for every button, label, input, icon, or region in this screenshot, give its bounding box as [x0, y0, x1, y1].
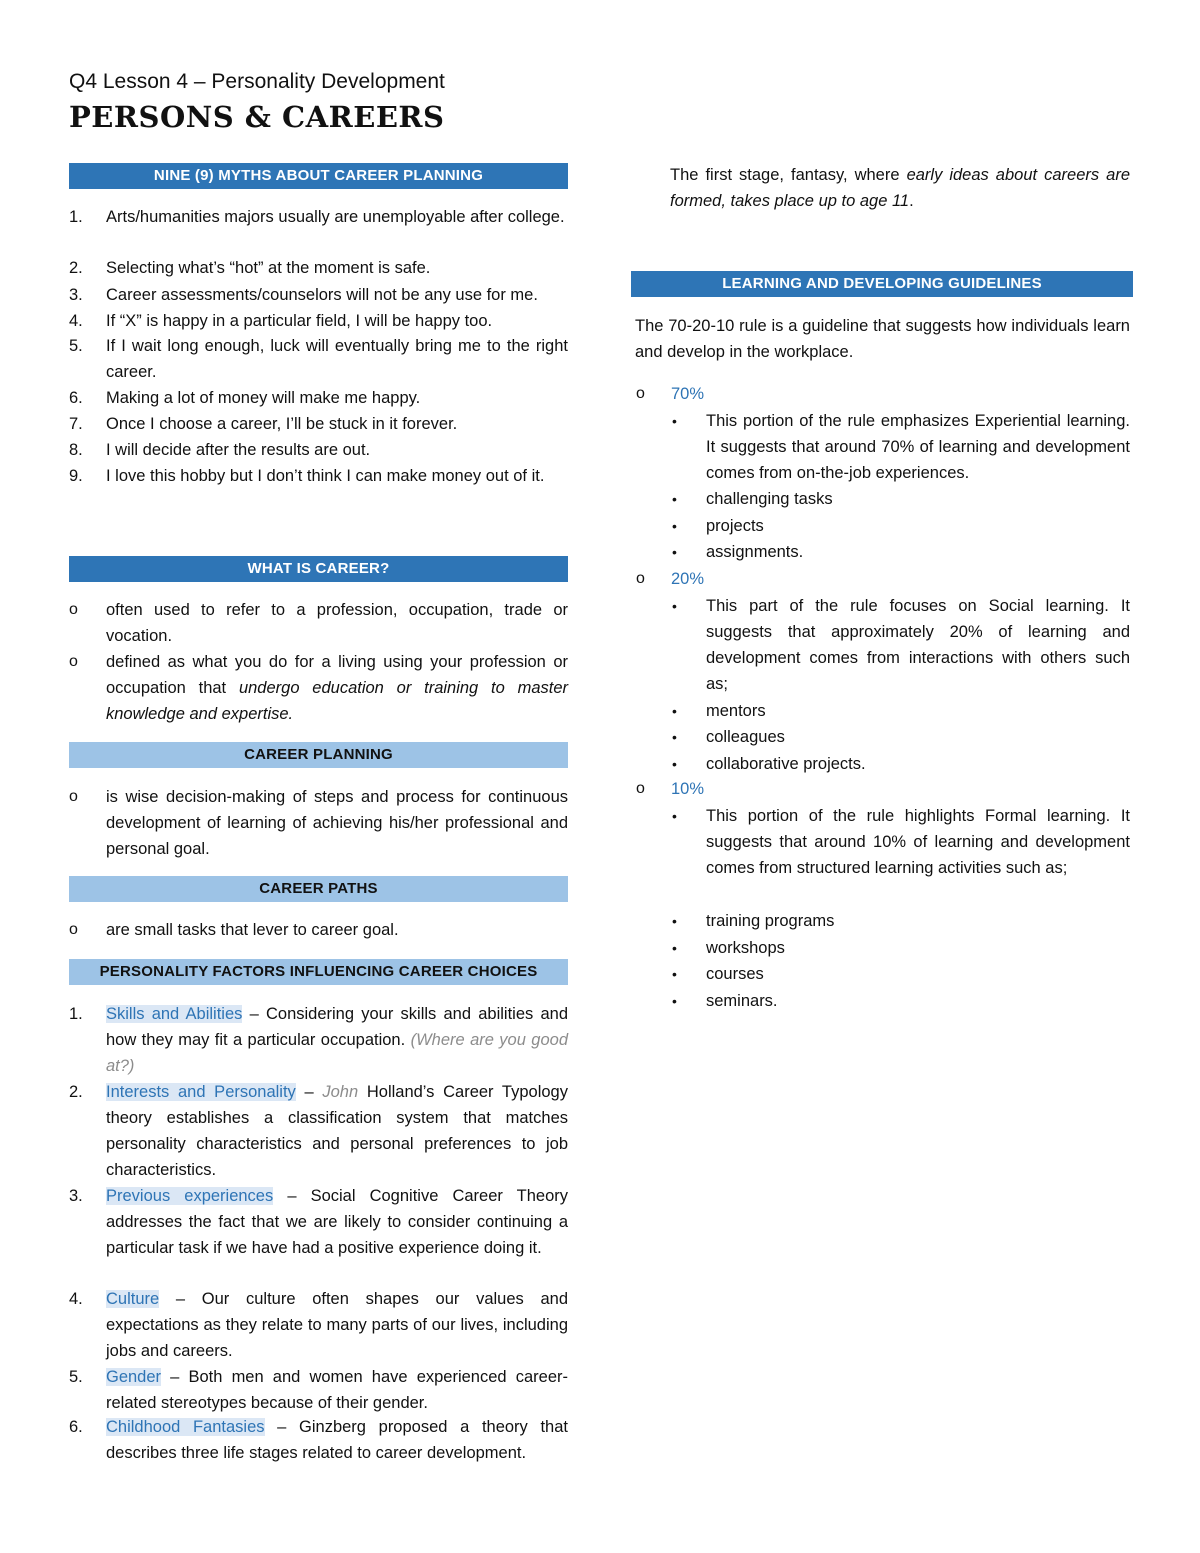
- list-item: [672, 988, 1130, 1014]
- item-text: Making a lot of money will make me happy.: [106, 389, 421, 407]
- item-text: Career assessments/counselors will not be any use for me.: [106, 286, 538, 304]
- factor-term: Previous experiences: [106, 1187, 274, 1205]
- text-plain: – Ginzberg proposed a theory that describes three life stages related to career development.: [106, 1418, 568, 1462]
- item-text: are small tasks that lever to career goal.: [106, 921, 399, 939]
- item-number: 2.: [69, 259, 83, 277]
- percent-label: 10%: [671, 780, 705, 798]
- item-number: 9.: [69, 467, 83, 485]
- list-item: [69, 282, 568, 308]
- item-text: This portion of the rule emphasizes Experiential learning. It suggests that around 70% of learning and development comes from on-the-job experiences.: [706, 412, 1130, 482]
- text-plain: –: [295, 1083, 323, 1101]
- bullet-marker: •: [672, 940, 677, 956]
- text-plain: Holland’s Career Typology theory establishes a classification system that matches personality characteristics and personal preferences to job characteristics.: [106, 1083, 568, 1179]
- page-title: PERSONS & CAREERS: [69, 100, 445, 134]
- list-item: [672, 698, 1130, 724]
- text-plain: .: [909, 192, 914, 210]
- item-text: mentors: [706, 702, 766, 720]
- item-text: This portion of the rule highlights Formal learning. It suggests that around 10% of learning and development comes from structured learning activities such as;: [706, 807, 1130, 877]
- list-item: [672, 961, 1130, 987]
- item-text: Selecting what’s “hot” at the moment is safe.: [106, 259, 431, 277]
- item-text: collaborative projects.: [706, 755, 866, 773]
- item-number: 4.: [69, 1290, 83, 1308]
- bullet-marker: •: [672, 703, 677, 719]
- item-number: 4.: [69, 312, 83, 330]
- text-plain: – Considering your skills and abilities and how they may fit a particular occupation.: [106, 1005, 568, 1049]
- item-text: often used to refer to a profession, occupation, trade or vocation.: [106, 601, 568, 645]
- item-text: [106, 1183, 568, 1261]
- fantasy-paragraph: [670, 162, 1130, 214]
- list-item: [69, 1079, 568, 1183]
- item-text: is wise decision-making of steps and process for continuous development of learning of achieving his/her professional and personal goal.: [106, 788, 568, 858]
- bullet-marker: •: [672, 913, 677, 929]
- factors-heading: PERSONALITY FACTORS INFLUENCING CAREER CHOICES: [69, 959, 568, 985]
- text-italic: undergo education or training to master knowledge and expertise.: [106, 679, 569, 723]
- item-text: This part of the rule focuses on Social learning. It suggests that approximately 20% of learning and development comes from interactions with others such as;: [706, 597, 1130, 693]
- text-plain: – Our culture often shapes our values and expectations as they relate to many parts of our lives, including jobs and careers.: [106, 1290, 568, 1360]
- item-text: If “X” is happy in a particular field, I will be happy too.: [106, 312, 493, 330]
- bullet-marker: •: [672, 491, 677, 507]
- item-text: Once I choose a career, I’ll be stuck in it forever.: [106, 415, 458, 433]
- text-plain: – Both men and women have experienced career-related stereotypes because of their gender.: [106, 1368, 568, 1412]
- item-number: 5.: [69, 337, 83, 355]
- guidelines-intro: The 70-20-10 rule is a guideline that suggests how individuals learn and develop in the workplace.: [635, 317, 1130, 361]
- item-text: workshops: [706, 939, 785, 957]
- factor-term: Childhood Fantasies: [106, 1418, 265, 1436]
- list-item: [69, 308, 568, 334]
- item-number: 5.: [69, 1368, 83, 1386]
- list-item: [69, 784, 568, 862]
- bullet-marker: o: [636, 780, 645, 797]
- bullet-marker: •: [672, 756, 677, 772]
- item-text: [106, 1001, 568, 1079]
- list-item: [672, 935, 1130, 961]
- myths-heading: NINE (9) MYTHS ABOUT CAREER PLANNING: [69, 163, 568, 189]
- list-item: [69, 1183, 568, 1261]
- bullet-marker: •: [672, 598, 677, 614]
- factor-term: Gender: [106, 1368, 162, 1386]
- paths-heading: CAREER PATHS: [69, 876, 568, 902]
- item-number: 6.: [69, 1418, 83, 1436]
- factor-term: Skills and Abilities: [106, 1005, 243, 1023]
- list-item: [672, 486, 1130, 512]
- list-item: [636, 566, 1130, 592]
- list-item: [69, 1364, 568, 1416]
- item-number: 6.: [69, 389, 83, 407]
- bullet-marker: •: [672, 729, 677, 745]
- bullet-marker: •: [672, 966, 677, 982]
- list-item: [636, 776, 1130, 802]
- item-number: 2.: [69, 1083, 83, 1101]
- list-item: [69, 917, 568, 943]
- item-number: 3.: [69, 286, 83, 304]
- bullet-marker: o: [636, 570, 645, 587]
- percent-label: 20%: [671, 570, 705, 588]
- list-item: [69, 333, 568, 385]
- item-text: [106, 1414, 568, 1466]
- text-note: (Where are you good at?): [106, 1031, 568, 1075]
- item-number: 7.: [69, 415, 83, 433]
- item-text: [106, 1286, 568, 1364]
- item-text: training programs: [706, 912, 835, 930]
- list-item: [69, 649, 568, 727]
- bullet-marker: o: [636, 385, 645, 402]
- text-plain: The first stage, fantasy, where: [670, 166, 907, 184]
- list-item: [69, 204, 568, 230]
- percent-label: 70%: [671, 385, 705, 403]
- text-plain: – Social Cognitive Career Theory addresses the fact that we are likely to consider continuing a particular task if we have had a positive experience doing it.: [106, 1187, 568, 1257]
- career-heading: WHAT IS CAREER?: [69, 556, 568, 582]
- item-text: [106, 1364, 568, 1416]
- item-number: 1.: [69, 1005, 83, 1023]
- list-item: [69, 1414, 568, 1466]
- text-name: John: [322, 1083, 359, 1101]
- bullet-marker: •: [672, 518, 677, 534]
- factor-term: Culture: [106, 1290, 160, 1308]
- item-text: challenging tasks: [706, 490, 833, 508]
- item-text: If I wait long enough, luck will eventually bring me to the right career.: [106, 337, 568, 381]
- bullet-marker: o: [69, 601, 78, 618]
- lesson-subtitle: Q4 Lesson 4 – Personality Development: [69, 70, 445, 93]
- item-text: I will decide after the results are out.: [106, 441, 371, 459]
- list-item: [672, 803, 1130, 881]
- list-item: [672, 908, 1130, 934]
- item-number: 1.: [69, 208, 83, 226]
- text-plain: defined as what you do for a living using your profession or occupation that: [106, 653, 568, 697]
- text-italic: early ideas about careers are formed, takes place up to age 11: [670, 166, 1131, 210]
- bullet-marker: •: [672, 544, 677, 560]
- item-number: 8.: [69, 441, 83, 459]
- list-item: [69, 437, 568, 463]
- bullet-marker: o: [69, 653, 78, 670]
- bullet-marker: •: [672, 993, 677, 1009]
- item-text: I love this hobby but I don’t think I can make money out of it.: [106, 467, 545, 485]
- list-item: [672, 724, 1130, 750]
- item-text: courses: [706, 965, 764, 983]
- item-text: colleagues: [706, 728, 785, 746]
- bullet-marker: •: [672, 808, 677, 824]
- bullet-marker: o: [69, 788, 78, 805]
- guidelines-heading: LEARNING AND DEVELOPING GUIDELINES: [631, 271, 1133, 297]
- item-text: [106, 1079, 568, 1183]
- list-item: [672, 539, 1130, 565]
- factor-term: Interests and Personality: [106, 1083, 296, 1101]
- list-item: [69, 255, 568, 281]
- item-text: projects: [706, 517, 764, 535]
- item-number: 3.: [69, 1187, 83, 1205]
- list-item: [672, 513, 1130, 539]
- list-item: [69, 1001, 568, 1079]
- list-item: [636, 381, 1130, 407]
- planning-heading: CAREER PLANNING: [69, 742, 568, 768]
- list-item: [69, 597, 568, 649]
- list-item: [69, 411, 568, 437]
- item-text: seminars.: [706, 992, 778, 1010]
- list-item: [672, 593, 1130, 697]
- bullet-marker: •: [672, 413, 677, 429]
- list-item: [69, 1286, 568, 1364]
- list-item: [69, 385, 568, 411]
- item-text: Arts/humanities majors usually are unemployable after college.: [106, 208, 565, 226]
- item-text: assignments.: [706, 543, 804, 561]
- list-item: [69, 463, 568, 489]
- item-text: [106, 649, 568, 727]
- list-item: [672, 408, 1130, 486]
- list-item: [672, 751, 1130, 777]
- bullet-marker: o: [69, 921, 78, 938]
